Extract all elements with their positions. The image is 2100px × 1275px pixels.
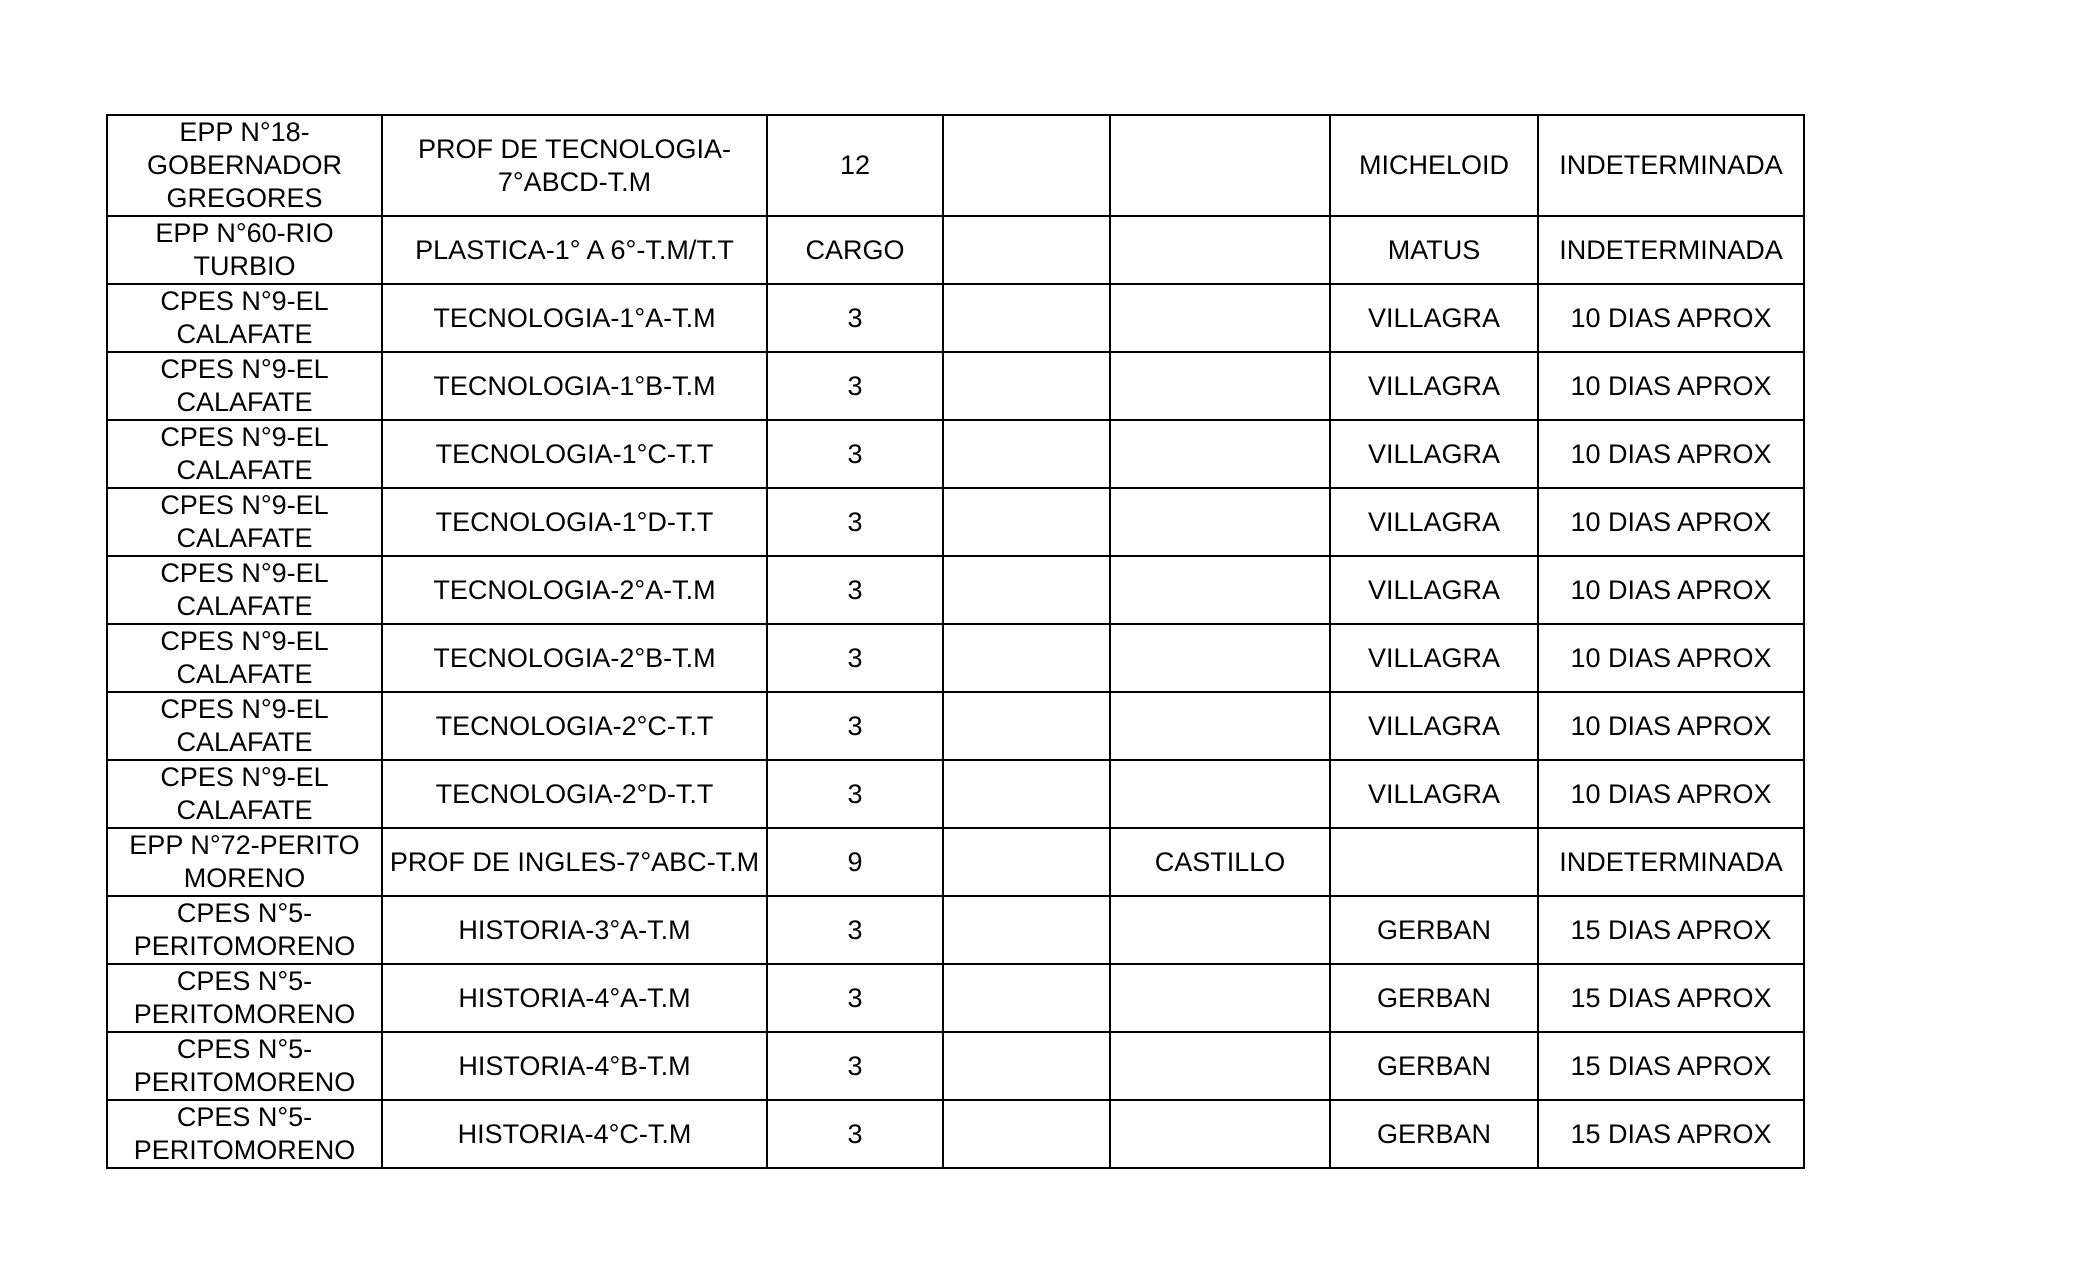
column-5-cell: CASTILLO (1110, 828, 1330, 896)
column-5-cell (1110, 216, 1330, 284)
duration-cell: 15 DIAS APROX (1538, 896, 1804, 964)
table-row (107, 964, 1804, 1032)
school-cell: EPP N°72-PERITO MORENO (107, 828, 382, 896)
hours-cell: 3 (767, 284, 943, 352)
school-cell: EPP N°60-RIO TURBIO (107, 216, 382, 284)
school-cell: CPES N°5-PERITOMORENO (107, 1032, 382, 1100)
column-4-cell (943, 896, 1110, 964)
teacher-cell: MATUS (1330, 216, 1538, 284)
duration-cell: 10 DIAS APROX (1538, 352, 1804, 420)
table-row (107, 624, 1804, 692)
school-cell: CPES N°5-PERITOMORENO (107, 964, 382, 1032)
duration-cell: 15 DIAS APROX (1538, 1100, 1804, 1168)
hours-cell: 3 (767, 420, 943, 488)
column-4-cell (943, 624, 1110, 692)
duration-cell: 15 DIAS APROX (1538, 1032, 1804, 1100)
hours-cell: 12 (767, 115, 943, 216)
position-cell: TECNOLOGIA-2°C-T.T (382, 692, 767, 760)
duration-cell: INDETERMINADA (1538, 216, 1804, 284)
column-5-cell (1110, 692, 1330, 760)
column-4-cell (943, 556, 1110, 624)
hours-cell: 3 (767, 760, 943, 828)
position-cell: PROF DE TECNOLOGIA-7°ABCD-T.M (382, 115, 767, 216)
hours-cell: 3 (767, 964, 943, 1032)
duration-cell: 10 DIAS APROX (1538, 624, 1804, 692)
school-cell: CPES N°9-EL CALAFATE (107, 692, 382, 760)
duration-cell: 10 DIAS APROX (1538, 760, 1804, 828)
column-5-cell (1110, 896, 1330, 964)
table-row (107, 828, 1804, 896)
table-row (107, 1100, 1804, 1168)
column-5-cell (1110, 488, 1330, 556)
column-4-cell (943, 352, 1110, 420)
column-5-cell (1110, 556, 1330, 624)
school-cell: CPES N°9-EL CALAFATE (107, 760, 382, 828)
column-5-cell (1110, 284, 1330, 352)
table-row (107, 216, 1804, 284)
column-4-cell (943, 1100, 1110, 1168)
school-cell: CPES N°9-EL CALAFATE (107, 624, 382, 692)
table-row (107, 284, 1804, 352)
hours-cell: CARGO (767, 216, 943, 284)
position-cell: HISTORIA-3°A-T.M (382, 896, 767, 964)
column-4-cell (943, 420, 1110, 488)
teacher-cell: GERBAN (1330, 964, 1538, 1032)
table-row (107, 1032, 1804, 1100)
column-4-cell (943, 115, 1110, 216)
hours-cell: 3 (767, 352, 943, 420)
teacher-cell (1330, 828, 1538, 896)
table-row (107, 420, 1804, 488)
position-cell: TECNOLOGIA-2°A-T.M (382, 556, 767, 624)
column-4-cell (943, 760, 1110, 828)
position-cell: TECNOLOGIA-1°B-T.M (382, 352, 767, 420)
school-cell: CPES N°9-EL CALAFATE (107, 556, 382, 624)
position-cell: TECNOLOGIA-1°C-T.T (382, 420, 767, 488)
teacher-cell: VILLAGRA (1330, 284, 1538, 352)
hours-cell: 3 (767, 624, 943, 692)
column-4-cell (943, 488, 1110, 556)
table-body (107, 115, 1804, 1168)
table-row (107, 352, 1804, 420)
column-5-cell (1110, 420, 1330, 488)
position-cell: HISTORIA-4°C-T.M (382, 1100, 767, 1168)
teacher-cell: VILLAGRA (1330, 488, 1538, 556)
column-5-cell (1110, 115, 1330, 216)
duration-cell: 15 DIAS APROX (1538, 964, 1804, 1032)
position-cell: TECNOLOGIA-2°B-T.M (382, 624, 767, 692)
column-5-cell (1110, 1032, 1330, 1100)
teacher-cell: GERBAN (1330, 1100, 1538, 1168)
duration-cell: INDETERMINADA (1538, 115, 1804, 216)
school-cell: CPES N°9-EL CALAFATE (107, 488, 382, 556)
column-4-cell (943, 964, 1110, 1032)
position-cell: TECNOLOGIA-1°D-T.T (382, 488, 767, 556)
table-row (107, 488, 1804, 556)
teacher-cell: GERBAN (1330, 896, 1538, 964)
position-cell: PROF DE INGLES-7°ABC-T.M (382, 828, 767, 896)
duration-cell: 10 DIAS APROX (1538, 420, 1804, 488)
vacancies-table (106, 114, 1805, 1169)
column-5-cell (1110, 624, 1330, 692)
duration-cell: 10 DIAS APROX (1538, 556, 1804, 624)
column-5-cell (1110, 760, 1330, 828)
teacher-cell: VILLAGRA (1330, 760, 1538, 828)
duration-cell: 10 DIAS APROX (1538, 284, 1804, 352)
table-row (107, 556, 1804, 624)
hours-cell: 3 (767, 556, 943, 624)
column-4-cell (943, 1032, 1110, 1100)
column-5-cell (1110, 1100, 1330, 1168)
hours-cell: 3 (767, 692, 943, 760)
hours-cell: 3 (767, 1032, 943, 1100)
school-cell: CPES N°5-PERITOMORENO (107, 896, 382, 964)
table-row (107, 760, 1804, 828)
teacher-cell: VILLAGRA (1330, 420, 1538, 488)
school-cell: CPES N°5-PERITOMORENO (107, 1100, 382, 1168)
school-cell: CPES N°9-EL CALAFATE (107, 352, 382, 420)
teacher-cell: VILLAGRA (1330, 556, 1538, 624)
column-5-cell (1110, 964, 1330, 1032)
hours-cell: 9 (767, 828, 943, 896)
column-4-cell (943, 692, 1110, 760)
teacher-cell: GERBAN (1330, 1032, 1538, 1100)
table-row (107, 692, 1804, 760)
school-cell: CPES N°9-EL CALAFATE (107, 284, 382, 352)
position-cell: TECNOLOGIA-2°D-T.T (382, 760, 767, 828)
column-4-cell (943, 216, 1110, 284)
duration-cell: 10 DIAS APROX (1538, 692, 1804, 760)
position-cell: TECNOLOGIA-1°A-T.M (382, 284, 767, 352)
table-row (107, 115, 1804, 216)
column-4-cell (943, 284, 1110, 352)
teacher-cell: VILLAGRA (1330, 352, 1538, 420)
hours-cell: 3 (767, 488, 943, 556)
teacher-cell: VILLAGRA (1330, 692, 1538, 760)
column-5-cell (1110, 352, 1330, 420)
teacher-cell: MICHELOID (1330, 115, 1538, 216)
position-cell: PLASTICA-1° A 6°-T.M/T.T (382, 216, 767, 284)
duration-cell: INDETERMINADA (1538, 828, 1804, 896)
school-cell: EPP N°18-GOBERNADOR GREGORES (107, 115, 382, 216)
hours-cell: 3 (767, 896, 943, 964)
duration-cell: 10 DIAS APROX (1538, 488, 1804, 556)
position-cell: HISTORIA-4°B-T.M (382, 1032, 767, 1100)
table-row (107, 896, 1804, 964)
hours-cell: 3 (767, 1100, 943, 1168)
teacher-cell: VILLAGRA (1330, 624, 1538, 692)
school-cell: CPES N°9-EL CALAFATE (107, 420, 382, 488)
column-4-cell (943, 828, 1110, 896)
position-cell: HISTORIA-4°A-T.M (382, 964, 767, 1032)
